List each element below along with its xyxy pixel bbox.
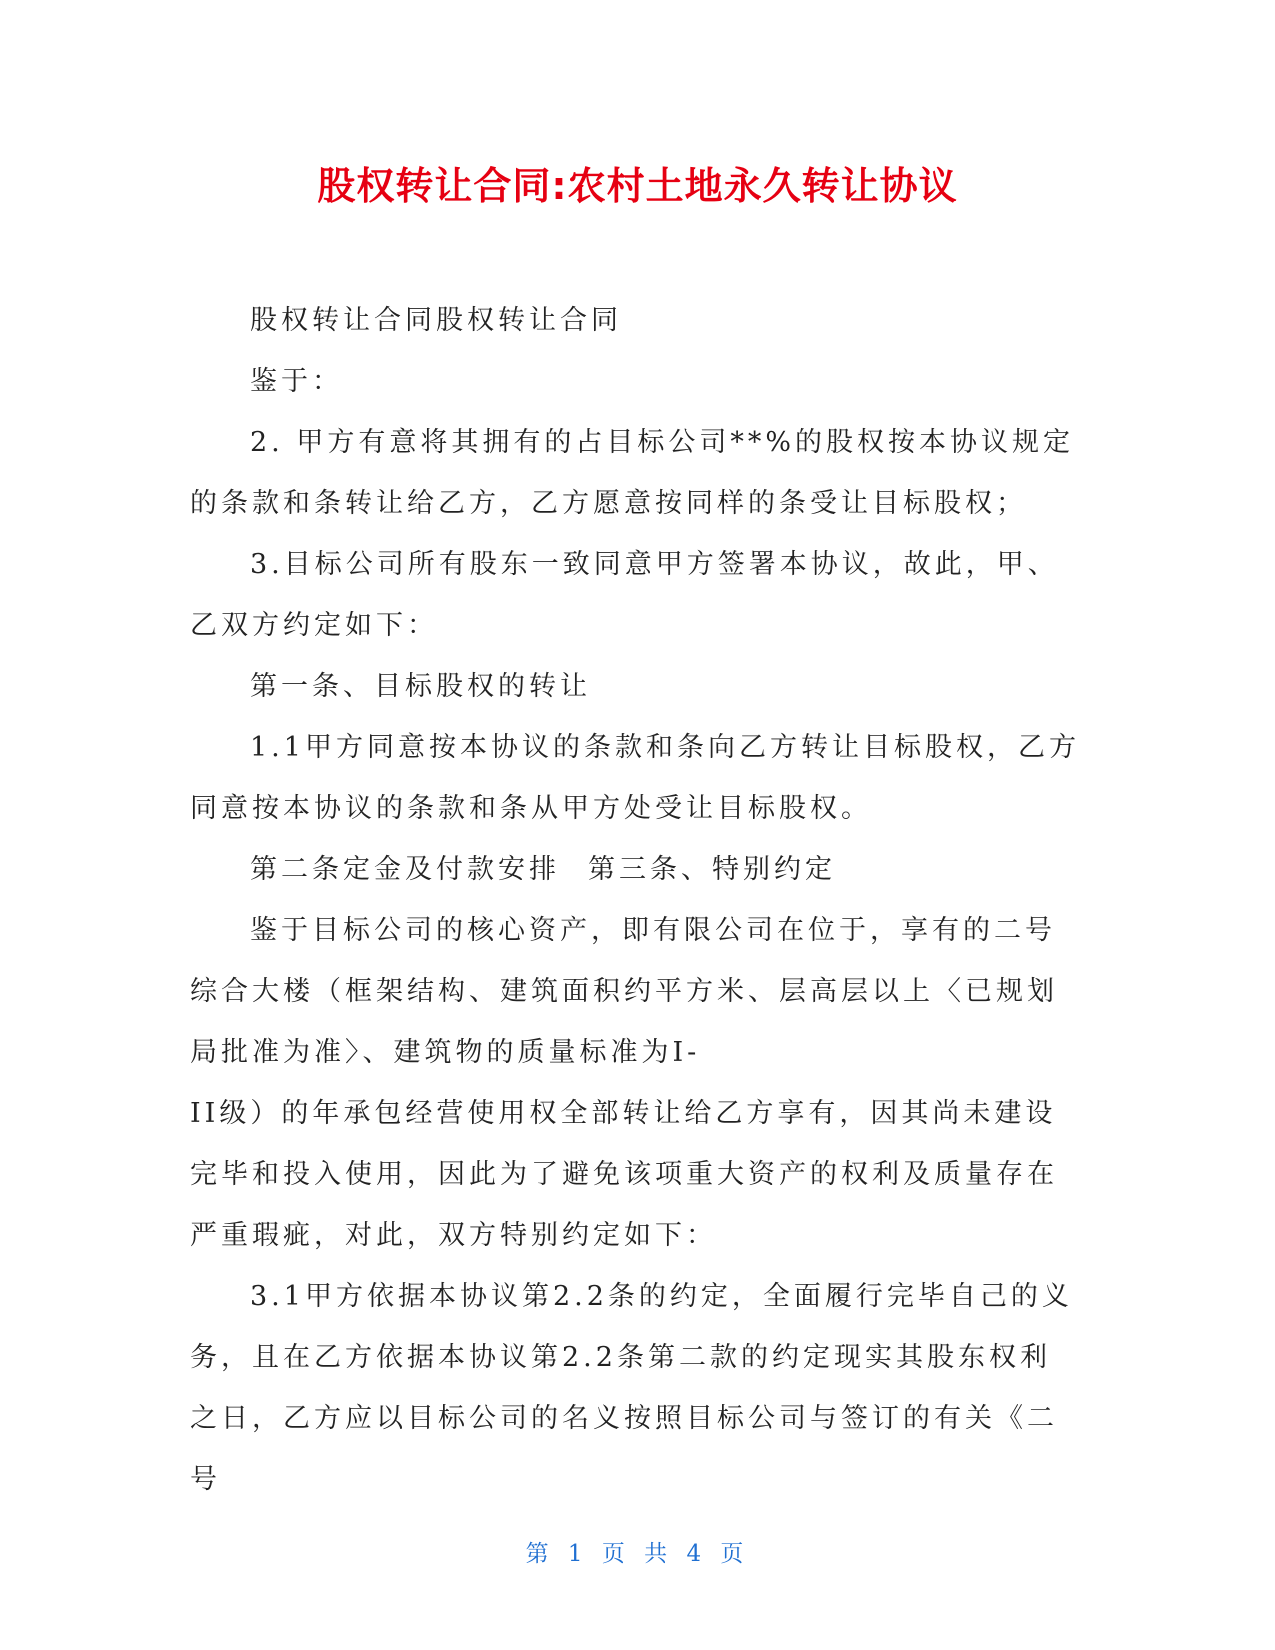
page-number: 第 1 页 共 4 页 (525, 1541, 750, 1567)
paragraph-heading: 股权转让合同股权转让合同 (250, 305, 622, 336)
article-2-label: 第二条定金及付款安排 (250, 854, 560, 885)
document-title: 股权转让合同:农村土地永久转让协议 (317, 164, 958, 208)
article-3-label: 第三条、特别约定 (588, 854, 836, 885)
paragraph-article-1: 第一条、目标股权的转让 (250, 671, 591, 702)
paragraph-clause-2: 2. 甲方有意将其拥有的占目标公司**%的股权按本协议规定的条款和条转让给乙方，乙方愿意按同样的条受让目标股权； (190, 427, 1074, 519)
paragraph-core-assets: 鉴于目标公司的核心资产，即有限公司在位于，享有的二号综合大楼（框架结构、建筑面积约平方米、层高层以上〈已规划局批准为准〉、建筑物的质量标准为I- (190, 915, 1058, 1068)
paragraph-clause-3: 3.目标公司所有股东一致同意甲方签署本协议，故此，甲、乙双方约定如下： (190, 549, 1059, 641)
paragraph-whereas: 鉴于： (250, 366, 343, 397)
paragraph-clause-1-1: 1.1甲方同意按本协议的条款和条向乙方转让目标股权，乙方同意按本协议的条款和条从甲方处受让目标股权。 (190, 732, 1080, 824)
paragraph-core-assets-cont: II级）的年承包经营使用权全部转让给乙方享有，因其尚未建设完毕和投入使用，因此为了避免该项重大资产的权利及质量存在严重瑕疵，对此，双方特别约定如下： (190, 1098, 1058, 1251)
paragraph-clause-3-1: 3.1甲方依据本协议第2.2条的约定，全面履行完毕自己的义务，且在乙方依据本协议第2.2条第二款的约定现实其股东权利之日，乙方应以目标公司的名义按照目标公司与签订的有关《二号 (190, 1281, 1073, 1495)
paragraph-article-2-3 (190, 839, 1080, 900)
document-body (190, 290, 1080, 1510)
